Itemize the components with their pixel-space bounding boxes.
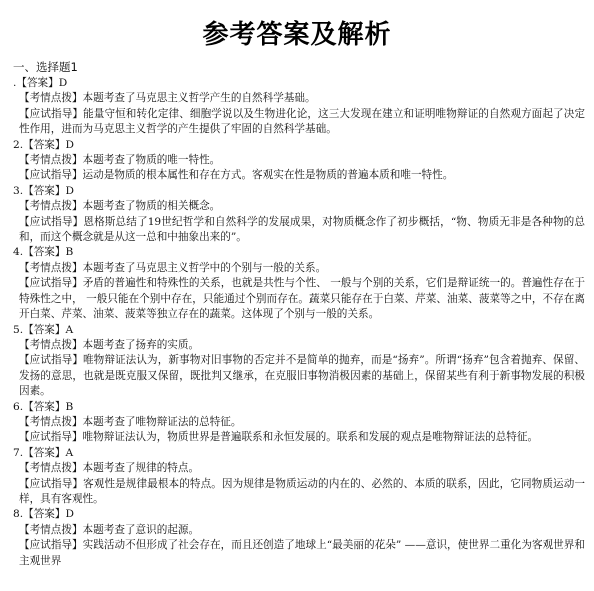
answer-label: 【答案】D [23, 508, 74, 521]
answer-label: 【答案】B [23, 400, 74, 413]
answer-list [13, 76, 585, 569]
key-point-line: 【考情点拨】本题考查了马克思主义哲学产生的自然科学基础。 [19, 92, 316, 105]
answer-item-8 [13, 507, 585, 569]
item-number: 2. [13, 138, 24, 151]
guidance-line: 【应试指导】实践活动不但形成了社会存在，而且还创造了地球上“最美丽的花朵” ——意识，使世界二重化为客观世界和主观世界 [19, 539, 585, 567]
answer-item-2 [13, 138, 585, 184]
key-point-line: 【考情点拨】本题考查了规律的特点。 [19, 462, 200, 475]
answer-item-5 [13, 323, 585, 400]
guidance-line: 【应试指导】运动是物质的根本属性和存在方式。客观实在性是物质的普遍本质和唯一特性。 [19, 169, 454, 182]
item-number: . [13, 77, 17, 89]
guidance-line: 【应试指导】唯物辩证法认为，物质世界是普遍联系和永恒发展的。联系和发展的观点是唯物辩证法的总特征。 [19, 431, 539, 444]
answer-item-4 [13, 245, 585, 322]
item-number: 7. [13, 446, 24, 459]
answer-item-6 [13, 400, 585, 446]
guidance-line: 【应试指导】唯物辩证法认为，新事物对旧事物的否定并不是简单的抛弃，而是“扬弃”。所谓“扬弃”包含着抛弃、保留、发扬的意思，也就是既克服又保留，既批判又继承，在克服旧事物消极因素的基础上，保留某些有利于新事物发展的积极因素。 [19, 354, 585, 398]
item-number: 4. [13, 246, 24, 259]
guidance-line: 【应试指导】恩格斯总结了19世纪哲学和自然科学的发展成果，对物质概念作了初步概括，“物、物质无非是各种物的总和，而这个概念就是从这一总和中抽象出来的”。 [19, 215, 585, 244]
answer-label: 【答案】A [23, 323, 74, 336]
answer-label: 【答案】A [23, 446, 74, 459]
answer-item-7 [13, 446, 585, 508]
page-title: 参考答案及解析 [202, 20, 392, 50]
item-number: 5. [13, 323, 24, 336]
item-number: 3. [13, 184, 24, 197]
answer-item-1 [13, 76, 585, 138]
key-point-line: 【考情点拨】本题考查了意识的起源。 [19, 523, 200, 536]
guidance-line: 【应试指导】客观性是规律最根本的特点。因为规律是物质运动的内在的、必然的、本质的联系，因此，它同物质运动一样，具有客观性。 [19, 477, 585, 505]
guidance-line: 【应试指导】能量守恒和转化定律、细胞学说以及生物进化论，这三大发现在建立和证明唯物辩证的自然观方面起了决定性作用，进而为马克思主义哲学的产生提供了牢固的自然科学基础。 [19, 107, 585, 136]
guidance-line: 【应试指导】矛盾的普遍性和特殊性的关系，也就是共性与个性、 一般与个别的关系，它们是辩证统一的。普遍性存在于特殊性之中， 一般只能在个别中存在，只能通过个别而存在。蔬菜只能存在于白菜、芹菜、油菜、菠菜等之中，不存在离开白菜、芹菜、油菜、菠菜等独立存在的蔬菜。这体现了个别与一般的关系。 [19, 277, 585, 321]
item-number: 6. [13, 400, 24, 413]
answer-label: 【答案】D [23, 184, 74, 197]
key-point-line: 【考情点拨】本题考查了物质的唯一特性。 [19, 154, 221, 167]
answer-label: 【答案】B [23, 246, 74, 259]
answer-label: 【答案】D [23, 138, 74, 151]
answer-label: 【答案】D [16, 77, 68, 89]
answer-item-3 [13, 184, 585, 246]
section-heading: 一、选择题1 [13, 60, 78, 74]
item-number: 8. [13, 508, 24, 521]
key-point-line: 【考情点拨】本题考查了扬弃的实质。 [19, 338, 200, 351]
key-point-line: 【考情点拨】本题考查了马克思主义哲学中的个别与一般的关系。 [19, 261, 327, 274]
key-point-line: 【考情点拨】本题考查了物质的相关概念。 [19, 200, 221, 213]
key-point-line: 【考情点拨】本题考查了唯物辩证法的总特征。 [19, 415, 242, 428]
